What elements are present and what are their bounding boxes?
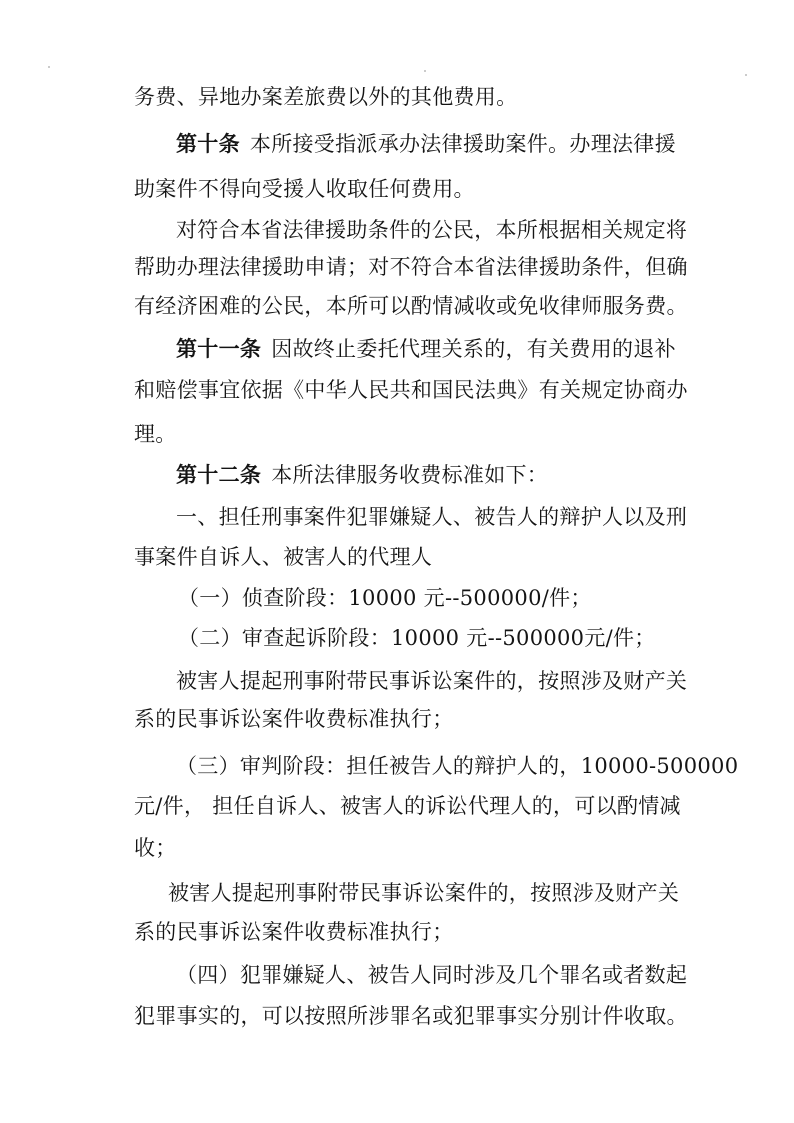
line-text: （二）审查起诉阶段：10000 元--500000元/件； <box>178 626 656 650</box>
line-text: 助案件不得向受援人收取任何费用。 <box>134 177 475 201</box>
line-text: 理。 <box>134 422 177 446</box>
line-text: 因故终止委托代理关系的，有关费用的退补 <box>271 337 676 361</box>
fee-item-3 <box>176 755 738 777</box>
fee-item-4 <box>176 964 687 986</box>
article-heading: 第十一条 <box>176 336 262 361</box>
line-text: 有经济困难的公民，本所可以酌情减收或免收律师服务费。 <box>134 294 688 318</box>
line-text: 一、担任刑事案件犯罪嫌疑人、被告人的辩护人以及刑 <box>176 505 688 529</box>
fee-item-2 <box>178 627 656 649</box>
line-text: 犯罪事实的，可以按照所涉罪名或犯罪事实分别计件收取。 <box>134 1004 688 1028</box>
text-line <box>134 708 454 730</box>
line-text: 被害人提起刑事附带民事诉讼案件的，按照涉及财产关 <box>168 881 680 905</box>
text-line <box>134 795 681 817</box>
line-text: 事案件自诉人、被害人的代理人 <box>134 545 433 569</box>
fee-item-1 <box>178 587 592 609</box>
line-text: 系的民事诉讼案件收费标准执行； <box>134 707 454 731</box>
text-line <box>134 295 688 317</box>
text-line <box>134 1005 688 1027</box>
article-12-line <box>176 464 548 486</box>
text-line <box>176 506 687 528</box>
line-text: 和赔偿事宜依据《中华人民共和国民法典》有关规定协商办 <box>134 378 688 402</box>
line-text: 对符合本省法律援助条件的公民，本所根据相关规定将 <box>176 218 688 242</box>
article-10-line <box>176 133 676 155</box>
article-heading: 第十条 <box>176 131 240 156</box>
line-text: （一）侦查阶段：10000 元--500000/件； <box>178 586 592 610</box>
text-line <box>134 837 177 859</box>
line-text: 本所接受指派承办法律援助案件。办理法律援 <box>249 132 676 156</box>
scan-speck <box>424 70 426 72</box>
line-text: （三）审判阶段：担任被告人的辩护人的，10000-500000 <box>176 754 739 778</box>
line-text: 系的民事诉讼案件收费标准执行； <box>134 920 454 944</box>
text-line <box>176 670 687 692</box>
text-line <box>134 546 432 568</box>
article-11-line <box>176 338 676 360</box>
line-text: 元/件， 担任自诉人、被害人的诉讼代理人的，可以酌情减 <box>134 794 681 818</box>
text-line <box>134 423 177 445</box>
line-text: 帮助办理法律援助申请；对不符合本省法律援助条件，但确 <box>134 255 688 279</box>
line-text: 收； <box>134 836 177 860</box>
line-text: 务费、异地办案差旅费以外的其他费用。 <box>134 85 518 109</box>
text-line <box>134 178 475 200</box>
line-text: （四）犯罪嫌疑人、被告人同时涉及几个罪名或者数起 <box>176 963 688 987</box>
text-line <box>134 921 454 943</box>
text-line <box>176 219 687 241</box>
text-line <box>134 256 688 278</box>
text-line <box>134 86 517 108</box>
scan-speck <box>745 74 747 76</box>
text-line <box>134 379 688 401</box>
article-heading: 第十二条 <box>176 462 262 487</box>
line-text: 被害人提起刑事附带民事诉讼案件的，按照涉及财产关 <box>176 669 688 693</box>
line-text: 本所法律服务收费标准如下： <box>271 463 549 487</box>
text-line <box>168 882 679 904</box>
scan-speck <box>48 66 50 68</box>
